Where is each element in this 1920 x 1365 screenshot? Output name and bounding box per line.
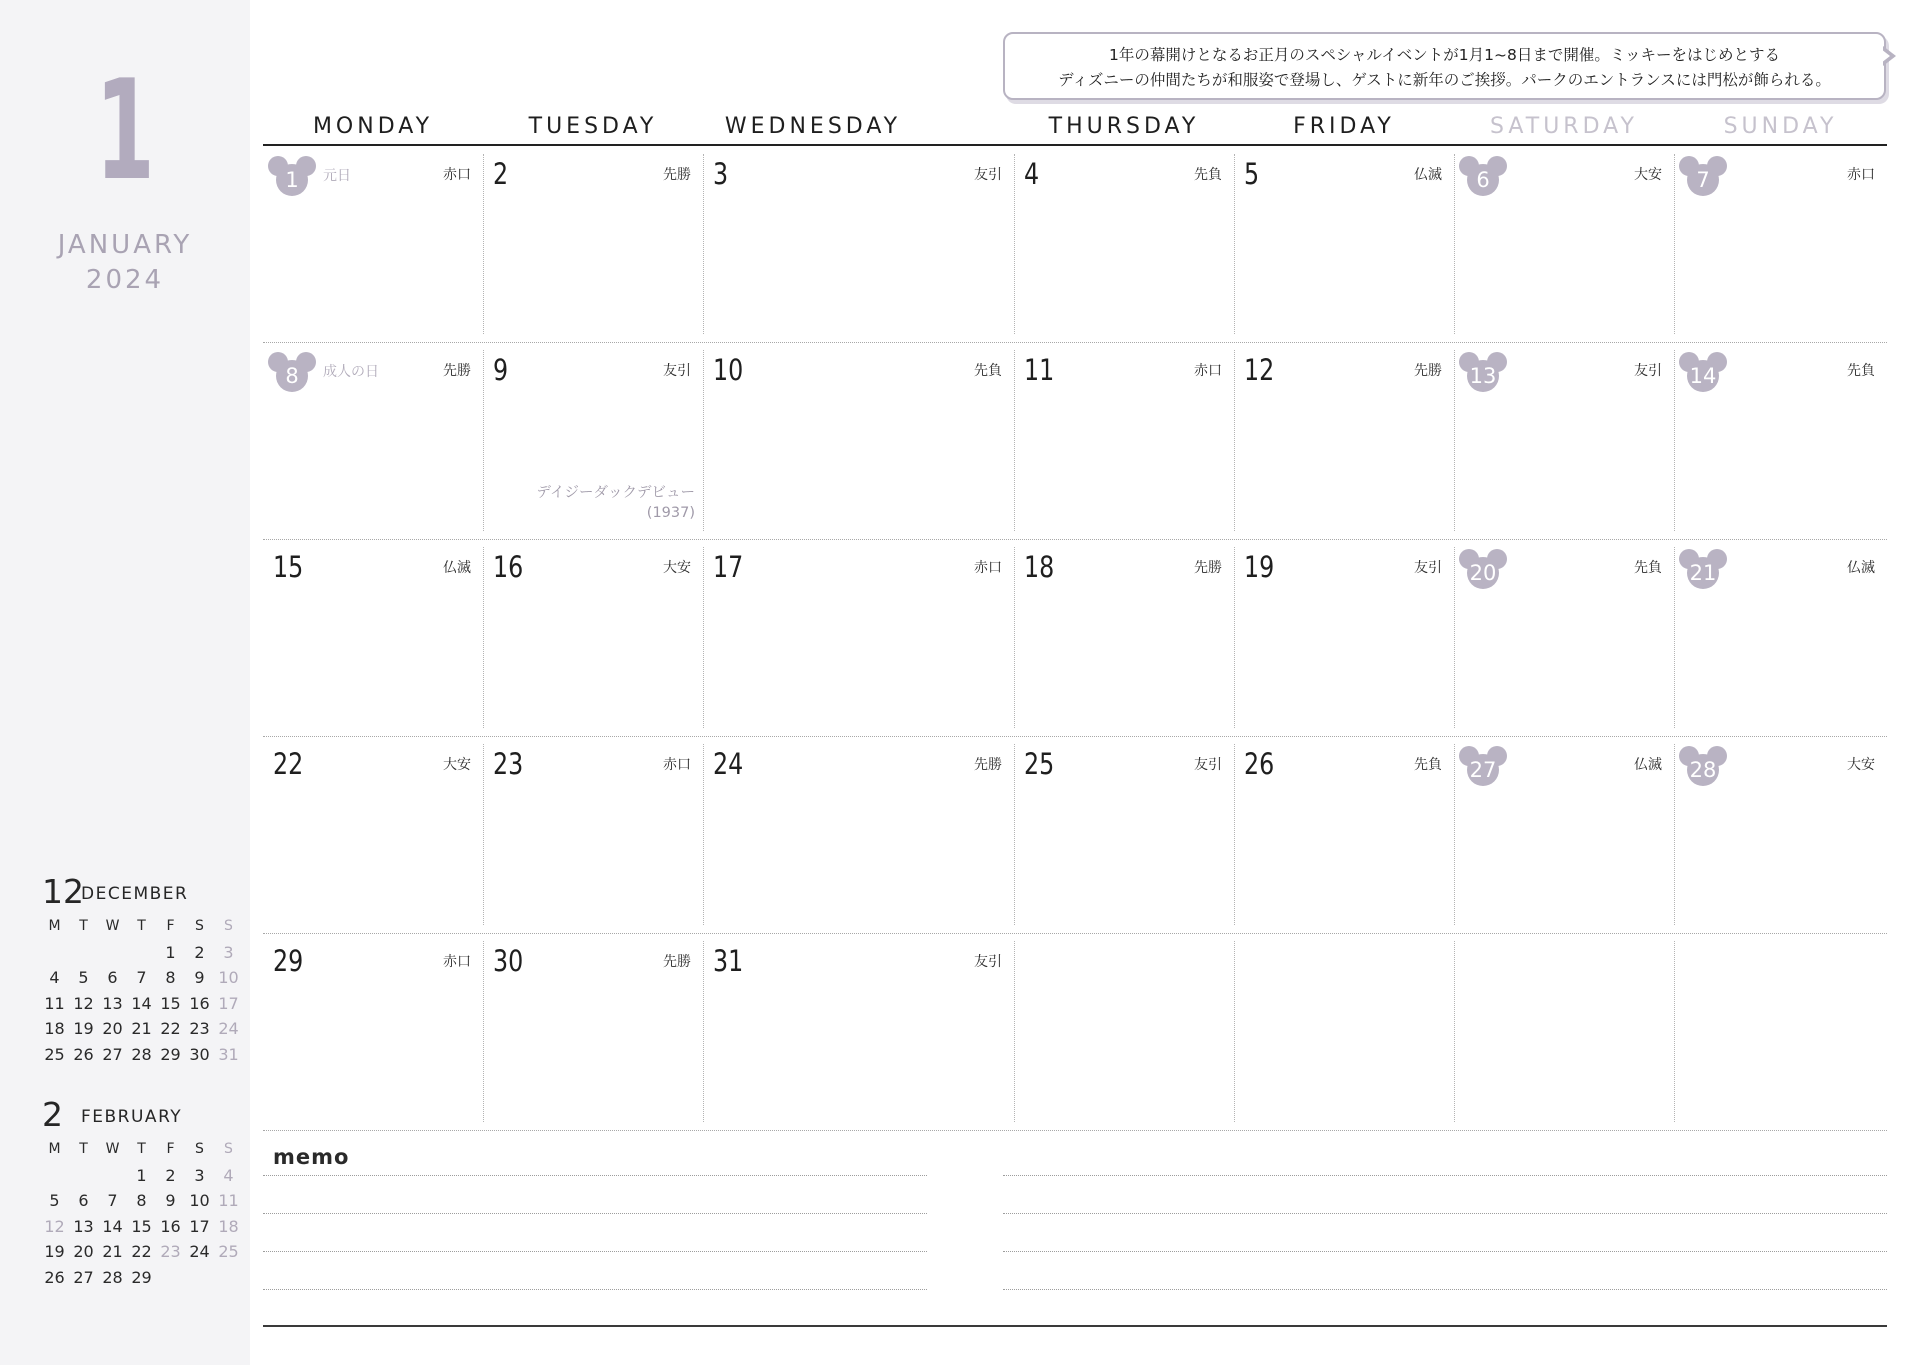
- day-cell: [1674, 736, 1887, 933]
- memo-label: memo: [273, 1145, 350, 1169]
- rokuyo-label: 先勝: [663, 167, 691, 183]
- day-cell: [703, 342, 1014, 539]
- weekday-saturday: SATURDAY: [1490, 114, 1638, 139]
- mini-calendar-date: 11: [44, 993, 65, 1013]
- day-cell: [263, 933, 483, 1130]
- mini-calendar-date: 2: [165, 1165, 176, 1185]
- holiday-label: 元日: [323, 168, 351, 184]
- mini-calendar-date: 3: [223, 942, 234, 962]
- day-number: 3: [713, 157, 729, 191]
- day-separator: [1014, 941, 1015, 1122]
- mickey-head-icon: [1462, 549, 1504, 589]
- weekday-wednesday: WEDNESDAY: [724, 114, 902, 139]
- rokuyo-label: 大安: [1847, 757, 1875, 773]
- day-number: 15: [273, 550, 304, 584]
- day-cell: [1454, 539, 1674, 736]
- mini-calendar-date: 26: [44, 1267, 65, 1287]
- day-number: 18: [1024, 550, 1055, 584]
- day-cell: [483, 539, 703, 736]
- mini-calendar-weekday: M: [48, 918, 61, 934]
- day-number: 25: [1024, 747, 1055, 781]
- mini-calendar-weekday: T: [79, 918, 88, 934]
- mini-calendar-date: 7: [107, 1191, 118, 1210]
- rokuyo-label: 先勝: [443, 363, 471, 379]
- day-separator: [1674, 941, 1675, 1122]
- day-cell: [1014, 736, 1234, 933]
- day-cell: [263, 539, 483, 736]
- weekday-monday: MONDAY: [312, 114, 434, 139]
- day-number: 30: [493, 944, 524, 978]
- mini-calendar-date: 25: [44, 1044, 65, 1064]
- mini-calendar-date: 28: [131, 1044, 152, 1064]
- rokuyo-label: 赤口: [1847, 167, 1875, 183]
- day-number: 31: [713, 944, 744, 978]
- mini-calendar-date: 23: [160, 1242, 181, 1261]
- mickey-head-icon: [1462, 746, 1504, 786]
- mini-calendar-date: 31: [218, 1044, 239, 1064]
- day-number: 6: [1467, 164, 1499, 196]
- rokuyo-label: 友引: [1414, 560, 1442, 576]
- day-number: 10: [713, 353, 744, 387]
- rokuyo-label: 先勝: [1194, 560, 1222, 576]
- mini-calendar-blank: [69, 940, 98, 966]
- rokuyo-label: 友引: [974, 954, 1002, 970]
- day-number: 19: [1244, 550, 1275, 584]
- mickey-head-icon: [271, 156, 313, 196]
- mickey-head-icon: [1682, 746, 1724, 786]
- rokuyo-label: 仏滅: [1634, 757, 1662, 773]
- day-cell: [703, 539, 1014, 736]
- mini-calendar-date: 12: [73, 993, 94, 1013]
- memo-line: [1003, 1175, 1887, 1176]
- mini-calendar-date: 21: [131, 1019, 152, 1038]
- rokuyo-label: 仏滅: [1414, 167, 1442, 183]
- memo-line: [1003, 1289, 1887, 1290]
- rokuyo-label: 友引: [1634, 363, 1662, 379]
- weekday-thursday: THURSDAY: [1048, 114, 1200, 139]
- day-number: 2: [493, 157, 509, 191]
- event-note-bubble: [1003, 32, 1886, 100]
- mini-calendar-december: [40, 870, 240, 1067]
- mini-calendar-date: 5: [78, 968, 89, 987]
- mickey-head-icon: [1682, 352, 1724, 392]
- rokuyo-label: 仏滅: [1847, 560, 1875, 576]
- day-cell: [703, 933, 1014, 1130]
- day-cell: [1014, 539, 1234, 736]
- mickey-head-icon: [1462, 352, 1504, 392]
- day-number: 11: [1024, 353, 1055, 387]
- day-cell: [703, 736, 1014, 933]
- mini-calendar-date: 29: [160, 1044, 181, 1064]
- year: 2024: [85, 265, 165, 295]
- day-number: 9: [493, 353, 509, 387]
- memo-line: [263, 1175, 927, 1176]
- mini-calendar-date: 10: [189, 1191, 210, 1210]
- holiday-label: 成人の日: [323, 364, 379, 380]
- mini-calendar-date: 15: [160, 993, 181, 1013]
- mini-calendar-date: 10: [218, 968, 239, 987]
- mini-calendar-date: 22: [160, 1019, 181, 1038]
- mickey-head-icon: [1682, 549, 1724, 589]
- mini-calendar-date: 8: [165, 968, 176, 987]
- mini-calendar-grid: [40, 914, 240, 1067]
- day-cell: [1234, 342, 1454, 539]
- day-number: 24: [713, 747, 744, 781]
- mini-calendar-weekday: T: [137, 918, 146, 934]
- day-note: [537, 483, 695, 523]
- rokuyo-label: 大安: [1634, 167, 1662, 183]
- mini-calendar-date: 13: [102, 993, 123, 1013]
- mini-calendar-date: 6: [107, 968, 118, 987]
- mickey-head-icon: [1682, 156, 1724, 196]
- day-cell: [483, 933, 703, 1130]
- rokuyo-label: 友引: [1194, 757, 1222, 773]
- mini-calendar-name: FEBRUARY: [81, 1107, 183, 1127]
- mickey-head-icon: [1462, 156, 1504, 196]
- mini-calendar-date: 23: [189, 1019, 210, 1038]
- day-cell: [1014, 342, 1234, 539]
- mini-calendar-blank: [40, 940, 69, 966]
- day-cell: [263, 146, 483, 342]
- day-cell: [703, 146, 1014, 342]
- day-number: 29: [273, 944, 304, 978]
- mini-calendar-date: 13: [73, 1216, 94, 1236]
- mini-calendar-weekday: W: [105, 1141, 120, 1157]
- day-cell: [483, 342, 703, 539]
- rokuyo-label: 赤口: [974, 560, 1002, 576]
- mini-calendar-date: 21: [102, 1242, 123, 1261]
- day-number: 26: [1244, 747, 1275, 781]
- day-number: 7: [1687, 164, 1719, 196]
- day-cell: [1234, 146, 1454, 342]
- day-cell: [263, 736, 483, 933]
- rokuyo-label: 大安: [663, 560, 691, 576]
- day-cell: [1674, 342, 1887, 539]
- rokuyo-label: 大安: [443, 757, 471, 773]
- bubble-tail-inner: [1881, 49, 1890, 63]
- mini-calendar-weekday: T: [137, 1141, 146, 1157]
- rokuyo-label: 赤口: [443, 954, 471, 970]
- rokuyo-label: 先負: [1634, 560, 1662, 576]
- mini-calendar-blank: [214, 1265, 243, 1291]
- mini-calendar-date: 2: [194, 942, 205, 962]
- mini-calendar-weekday: S: [224, 1141, 233, 1157]
- mini-calendar-date: 4: [49, 968, 60, 987]
- mini-calendar-date: 18: [44, 1019, 65, 1038]
- sidebar: [0, 0, 250, 1365]
- mini-calendar-date: 17: [189, 1216, 210, 1236]
- mini-calendar-blank: [98, 1163, 127, 1189]
- day-cell: [1454, 342, 1674, 539]
- day-separator: [1234, 941, 1235, 1122]
- rokuyo-label: 友引: [663, 363, 691, 379]
- day-number: 23: [493, 747, 524, 781]
- month-name: JANUARY: [57, 230, 193, 260]
- mini-calendar-blank: [40, 1163, 69, 1189]
- mini-calendar-date: 12: [44, 1216, 65, 1236]
- mini-calendar-weekday: F: [166, 918, 175, 934]
- mini-calendar-blank: [98, 940, 127, 966]
- weekday-tuesday: TUESDAY: [528, 114, 658, 139]
- day-cell: [483, 736, 703, 933]
- day-cell: [1234, 539, 1454, 736]
- mini-calendar-date: 1: [165, 942, 176, 962]
- memo-line: [263, 1213, 927, 1214]
- month-number: 1: [95, 50, 155, 211]
- mini-calendar-weekday: M: [48, 1141, 61, 1157]
- day-number: 17: [713, 550, 744, 584]
- day-number: 5: [1244, 157, 1260, 191]
- rokuyo-label: 先負: [1194, 167, 1222, 183]
- mini-calendar-date: 28: [102, 1267, 123, 1287]
- mini-calendar-date: 3: [194, 1165, 205, 1185]
- mini-calendar-date: 4: [223, 1165, 234, 1185]
- mini-calendar-weekday: W: [105, 918, 120, 934]
- rokuyo-label: 先負: [1847, 363, 1875, 379]
- mini-calendar-february: [40, 1093, 240, 1290]
- day-number: 22: [273, 747, 304, 781]
- mini-calendar-date: 5: [49, 1191, 60, 1210]
- weekday-friday: FRIDAY: [1293, 114, 1395, 139]
- mini-calendar-weekday: S: [195, 1141, 204, 1157]
- mini-calendar-date: 19: [44, 1242, 65, 1261]
- mini-calendar-date: 14: [102, 1216, 123, 1236]
- mini-calendar-date: 15: [131, 1216, 152, 1236]
- mini-calendar-blank: [185, 1265, 214, 1291]
- mini-calendar-date: 22: [131, 1242, 152, 1261]
- rokuyo-label: 仏滅: [443, 560, 471, 576]
- day-number: 13: [1467, 360, 1499, 392]
- mini-calendar-number: 2: [42, 1095, 63, 1134]
- day-number: 20: [1467, 557, 1499, 589]
- mini-calendar-name: DECEMBER: [81, 884, 189, 904]
- memo-line: [263, 1289, 927, 1290]
- day-cell: [1674, 539, 1887, 736]
- mini-calendar-date: 14: [131, 993, 152, 1013]
- rokuyo-label: 友引: [974, 167, 1002, 183]
- mini-calendar-date: 20: [73, 1242, 94, 1261]
- day-cell: [1014, 146, 1234, 342]
- mini-calendar-date: 7: [136, 968, 147, 987]
- event-note-line: 1年の幕開けとなるお正月のスペシャルイベントが1月1~8日まで開催。ミッキーをはじめとする: [1108, 46, 1781, 64]
- day-number: 14: [1687, 360, 1719, 392]
- bottom-rule: [263, 1325, 1887, 1327]
- mini-calendar-date: 18: [218, 1216, 239, 1236]
- mini-calendar-date: 1: [136, 1165, 147, 1185]
- rokuyo-label: 先負: [974, 363, 1002, 379]
- day-note-line: デイジーダックデビュー: [536, 485, 695, 501]
- mini-calendar-date: 9: [194, 968, 205, 987]
- mini-calendar-date: 26: [73, 1044, 94, 1064]
- mini-calendar-date: 24: [189, 1242, 210, 1261]
- rokuyo-label: 先負: [1414, 757, 1442, 773]
- mini-calendar-date: 9: [165, 1191, 176, 1210]
- day-cell: [1674, 146, 1887, 342]
- mini-calendar-date: 20: [102, 1019, 123, 1038]
- mini-calendar-weekday: F: [166, 1141, 175, 1157]
- mini-calendar-weekday: S: [195, 918, 204, 934]
- memo-line: [263, 1251, 927, 1252]
- day-cell: [1454, 146, 1674, 342]
- mini-calendar-date: 8: [136, 1191, 147, 1210]
- rokuyo-label: 赤口: [663, 757, 691, 773]
- memo-line: [1003, 1213, 1887, 1214]
- day-cell: [263, 342, 483, 539]
- day-number: 4: [1024, 157, 1040, 191]
- memo-line: [1003, 1251, 1887, 1252]
- mini-calendar-date: 27: [102, 1044, 123, 1064]
- mini-calendar-date: 24: [218, 1019, 239, 1038]
- mini-calendar-date: 29: [131, 1267, 152, 1287]
- day-number: 21: [1687, 557, 1719, 589]
- mini-calendar-date: 25: [218, 1242, 239, 1261]
- day-number: 16: [493, 550, 524, 584]
- mini-calendar-blank: [156, 1265, 185, 1291]
- mickey-head-icon: [271, 352, 313, 392]
- day-number: 12: [1244, 353, 1275, 387]
- week-separator: [263, 1130, 1887, 1131]
- day-number: 27: [1467, 754, 1499, 786]
- rokuyo-label: 赤口: [443, 167, 471, 183]
- rokuyo-label: 先勝: [663, 954, 691, 970]
- mini-calendar-date: 27: [73, 1267, 94, 1287]
- day-number: 1: [276, 164, 308, 196]
- mini-calendar-date: 19: [73, 1019, 94, 1038]
- mini-calendar-grid: [40, 1137, 240, 1290]
- weekday-sunday: SUNDAY: [1723, 114, 1838, 139]
- day-cell: [1454, 736, 1674, 933]
- day-cell: [483, 146, 703, 342]
- rokuyo-label: 赤口: [1194, 363, 1222, 379]
- mini-calendar-date: 11: [218, 1191, 239, 1210]
- mini-calendar-date: 30: [189, 1044, 210, 1064]
- mini-calendar-date: 16: [189, 993, 210, 1013]
- day-note-line: (1937): [646, 505, 695, 521]
- mini-calendar-weekday: T: [79, 1141, 88, 1157]
- rokuyo-label: 先勝: [1414, 363, 1442, 379]
- day-number: 8: [276, 360, 308, 392]
- event-note-line: ディズニーの仲間たちが和服姿で登場し、ゲストに新年のご挨拶。パークのエントランスには門松が飾られる。: [1058, 71, 1831, 89]
- mini-calendar-blank: [127, 940, 156, 966]
- day-number: 28: [1687, 754, 1719, 786]
- mini-calendar-date: 17: [218, 993, 239, 1013]
- mini-calendar-weekday: S: [224, 918, 233, 934]
- mini-calendar-date: 16: [160, 1216, 181, 1236]
- day-separator: [1454, 941, 1455, 1122]
- rokuyo-label: 先勝: [974, 757, 1002, 773]
- mini-calendar-blank: [69, 1163, 98, 1189]
- mini-calendar-date: 6: [78, 1191, 89, 1210]
- mini-calendar-number: 12: [42, 872, 84, 911]
- day-cell: [1234, 736, 1454, 933]
